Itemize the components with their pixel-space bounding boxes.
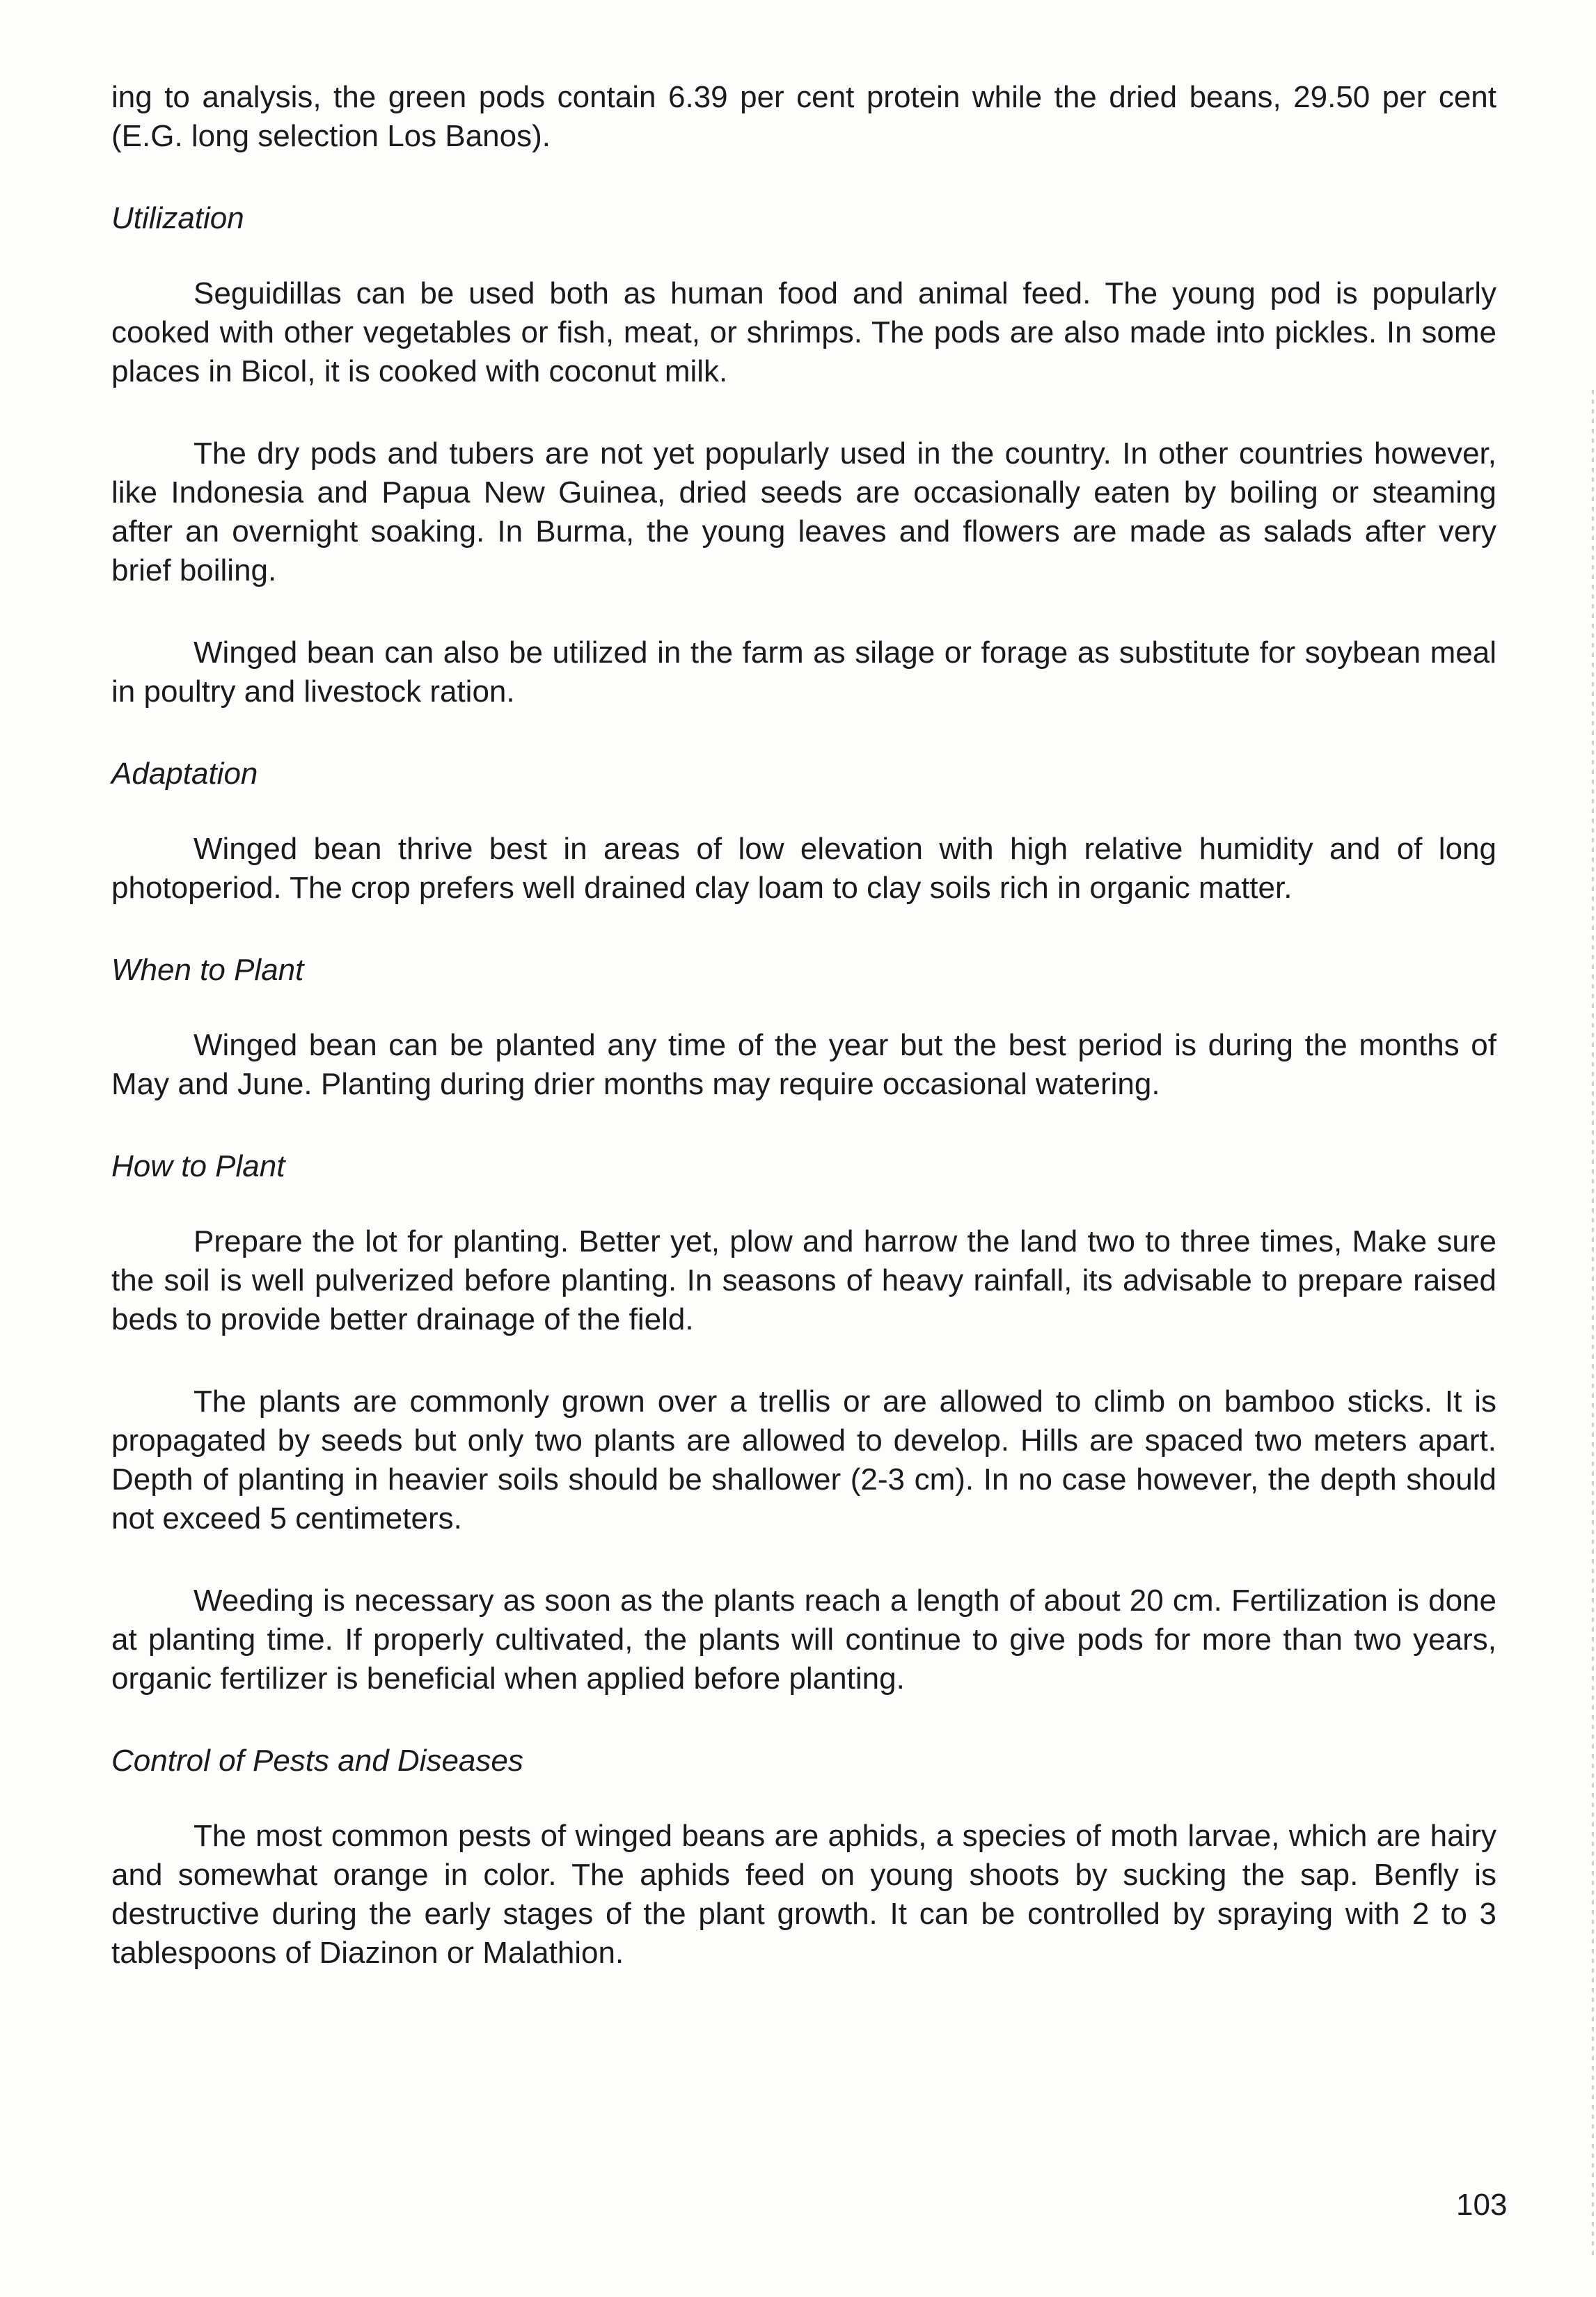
intro-paragraph: ing to analysis, the green pods contain 6.39 per cent protein while the dried beans, 29.50 per cent (E.G. long selection Los Banos).	[111, 80, 1496, 153]
how-to-plant-paragraph-1: Prepare the lot for planting. Better yet, plow and harrow the land two to three times, Make sure the soil is well pulverized before planting. In seasons of heavy rainfall, its advisable to prepare raised beds to provide better drainage of the field.	[111, 1224, 1496, 1336]
section-heading-how-to-plant: How to Plant	[111, 1149, 285, 1183]
adaptation-paragraph-1: Winged bean thrive best in areas of low elevation with high relative humidity and of long photoperiod. The crop prefers well drained clay loam to clay soils rich in organic matter.	[111, 832, 1496, 905]
section-heading-when-to-plant: When to Plant	[111, 953, 304, 987]
utilization-paragraph-2: The dry pods and tubers are not yet popularly used in the country. In other countries however, like Indonesia and Papua New Guinea, dried seeds are occasionally eaten by boiling or steaming after an overnight soaking. In Burma, the young leaves and flowers are made as salads after very brief boiling.	[111, 436, 1496, 587]
page-number: 103	[1456, 2188, 1508, 2222]
page-content	[111, 78, 1496, 1973]
scan-edge-artifact	[1592, 390, 1594, 2255]
utilization-paragraph-3: Winged bean can also be utilized in the farm as silage or forage as substitute for soybean meal in poultry and livestock ration.	[111, 636, 1496, 709]
when-to-plant-paragraph-1: Winged bean can be planted any time of the year but the best period is during the months of May and June. Planting during drier months may require occasional watering.	[111, 1028, 1496, 1101]
how-to-plant-paragraph-3: Weeding is necessary as soon as the plants reach a length of about 20 cm. Fertilization is done at planting time. If properly cultivated, the plants will continue to give pods for more than two years, organic fertilizer is beneficial when applied before planting.	[111, 1584, 1496, 1696]
section-heading-pests-diseases: Control of Pests and Diseases	[111, 1744, 523, 1778]
pests-diseases-paragraph-1: The most common pests of winged beans are aphids, a species of moth larvae, which are hairy and somewhat orange in color. The aphids feed on young shoots by sucking the sap. Benfly is destructive during the early stages of the plant growth. It can be controlled by spraying with 2 to 3 tablespoons of Diazinon or Malathion.	[111, 1819, 1496, 1970]
section-heading-utilization: Utilization	[111, 201, 244, 235]
how-to-plant-paragraph-2: The plants are commonly grown over a trellis or are allowed to climb on bamboo sticks. It is propagated by seeds but only two plants are allowed to develop. Hills are spaced two meters apart. Depth of planting in heavier soils should be shallower (2-3 cm). In no case however, the depth should not exceed 5 centimeters.	[111, 1384, 1496, 1536]
utilization-paragraph-1: Seguidillas can be used both as human food and animal feed. The young pod is popularly cooked with other vegetables or fish, meat, or shrimps. The pods are also made into pickles. In some places in Bicol, it is cooked with coconut milk.	[111, 276, 1496, 388]
section-heading-adaptation: Adaptation	[111, 757, 258, 791]
